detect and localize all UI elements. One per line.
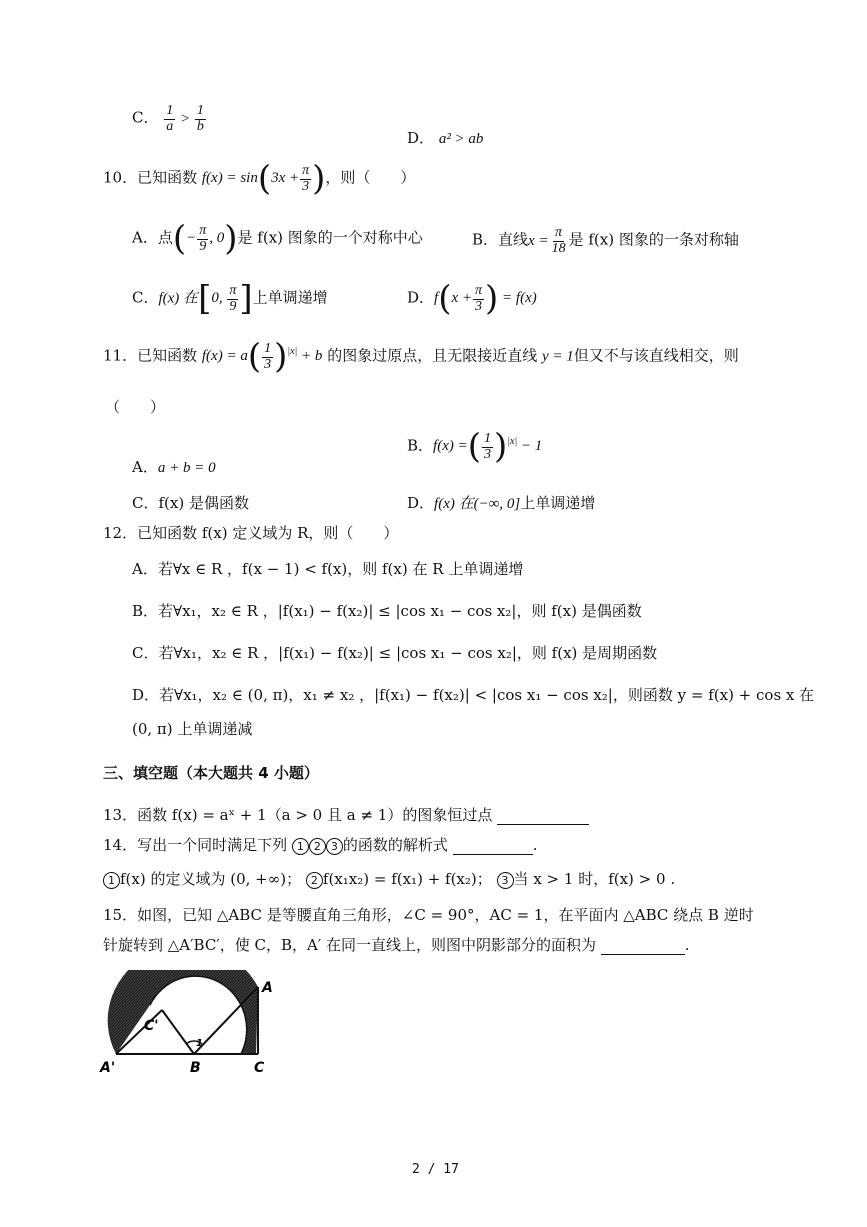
answer-blank[interactable]: [453, 838, 533, 855]
func-lhs: f(x) = a: [201, 348, 248, 365]
q10-option-c: C．f(x) 在[0, $\frac{\pi}{9}$ ]上单调递增: [132, 279, 328, 319]
b-lhs: f(x) =: [433, 438, 468, 455]
question-number: 15．: [103, 906, 138, 924]
option-label: B．直线: [472, 230, 529, 249]
q14-conditions: [103, 868, 675, 889]
q12-option-b: [132, 600, 642, 621]
b-lhs: x =: [528, 232, 549, 249]
option-text: 上单调递增: [252, 288, 328, 307]
condition-1: f(x) 的定义域为 (0, +∞)；: [120, 870, 302, 888]
option-text: ∀x ∈ R ，f(x − 1) < f(x)，则 f(x) 在 R 上单调递增: [172, 560, 524, 578]
q9-option-c: [132, 104, 207, 134]
question-number: 12．: [103, 524, 138, 542]
option-label: C．若: [132, 644, 174, 662]
option-label: C．: [132, 288, 159, 307]
q11-function: f(x) = a( $\frac{1}{3}$ )$^{|x|}$ + b: [201, 337, 323, 377]
option-text: f(x) 在: [434, 496, 474, 512]
option-label: C．: [132, 494, 159, 512]
circle-number: 2: [309, 838, 326, 855]
q11-stem: [103, 337, 739, 377]
option-label: D．若: [132, 686, 175, 704]
q11-option-a: [132, 456, 216, 477]
stem-text: 如图，已知 △ABC 是等腰直角三角形，∠C = 90°，AC = 1，在平面内 △ABC 绕点 B 逆时: [137, 906, 754, 924]
q11-option-d: [407, 492, 595, 513]
stem-text: 写出一个同时满足下列: [137, 836, 288, 854]
q12-option-c: [132, 642, 657, 663]
option-label: D．: [407, 129, 435, 147]
angle-label: 1: [196, 1038, 203, 1049]
q9-option-d: [407, 127, 483, 148]
option-label: B．: [407, 436, 434, 455]
func-lhs: f(x) = sin: [201, 170, 258, 187]
page-number: 2 / 17: [412, 1162, 459, 1177]
q10-stem: [103, 159, 416, 199]
q10-option-b: B．直线x = $\frac{\pi}{18}$ 是 f(x) 图象的一条对称轴: [472, 225, 739, 256]
option-label: A．若: [132, 560, 173, 578]
circle-number: 2: [306, 872, 323, 889]
circle-number: 3: [326, 838, 343, 855]
d-expr-b: x +: [451, 290, 472, 307]
option-label: B．若: [132, 602, 174, 620]
d-expr-a: f: [434, 290, 439, 307]
stem-text: ，则（ ）: [325, 168, 416, 187]
stem-text: 的图象过原点，且无限接近直线: [327, 346, 538, 365]
condition-3: 当 x > 1 时，f(x) > 0 .: [513, 870, 676, 888]
q12-option-d-cont: (0, π) 上单调递减: [132, 720, 253, 738]
answer-blank[interactable]: [601, 938, 685, 955]
q9-d-expr: a² > ab: [438, 131, 484, 147]
section-title: 三、填空题（本大题共 4 小题）: [103, 764, 319, 782]
q10-option-a: A．点(− $\frac{\pi}{9}$ , 0)是 f(x) 图象的一个对称中心: [132, 219, 423, 259]
option-interval: (−∞, 0]: [473, 496, 521, 512]
q12-option-d: [132, 684, 814, 705]
question-number: 11．: [103, 346, 138, 365]
option-text: f(x) 是偶函数: [158, 494, 249, 512]
label-b: B: [190, 1060, 201, 1076]
option-label: D．: [407, 494, 435, 512]
stem-text: 已知函数: [137, 346, 198, 365]
q11-option-c: [132, 492, 249, 513]
point-end: , 0: [209, 230, 225, 247]
option-label: C．: [132, 108, 159, 127]
q10-function: f(x) = sin(3x + $\frac{\pi}{3}$ ): [201, 159, 326, 199]
q15-line1: [103, 904, 754, 925]
stem-text: 但又不与该直线相交，则: [573, 346, 739, 365]
circle-number: 1: [292, 838, 309, 855]
end-punct: .: [532, 836, 538, 854]
q12-option-a: [132, 558, 523, 579]
option-text: 是 f(x) 图象的一个对称中心: [237, 228, 423, 247]
q12-stem: [103, 522, 398, 543]
option-label: A．点: [132, 228, 173, 247]
b-rhs: − 1: [520, 438, 543, 455]
q11-stem-cont: （ ）: [105, 398, 166, 416]
question-number: 10．: [103, 168, 138, 187]
option-text: ∀x₁，x₂ ∈ R ，|f(x₁) − f(x₂)| ≤ |cos x₁ − cos x₂|，则 f(x) 是偶函数: [173, 602, 642, 620]
func-rhs: + b: [301, 348, 323, 365]
q15-figure: [98, 970, 288, 1080]
c-fx: f(x) 在: [158, 290, 199, 307]
question-number: 13．: [103, 806, 138, 824]
label-a-prime: A': [100, 1060, 116, 1076]
stem-text: 针旋转到 △A′BC′，使 C，B，A′ 在同一直线上，则图中阴影部分的面积为: [103, 936, 597, 954]
option-text: ∀x₁，x₂ ∈ R ，|f(x₁) − f(x₂)| ≤ |cos x₁ − cos x₂|，则 f(x) 是周期函数: [173, 644, 658, 662]
end-punct: .: [684, 936, 690, 954]
func-inner: 3x +: [271, 170, 300, 187]
circle-number: 1: [103, 872, 120, 889]
d-expr-c: = f(x): [502, 290, 537, 307]
label-c-prime: C': [144, 1018, 159, 1034]
option-text: 是 f(x) 图象的一条对称轴: [568, 230, 739, 249]
option-label: A．: [132, 458, 158, 476]
line-expr: y = 1: [542, 348, 574, 365]
option-text: 上单调递增: [520, 494, 596, 512]
option-text: ∀x₁，x₂ ∈ (0, π)，x₁ ≠ x₂ ，|f(x₁) − f(x₂)| < |cos x₁ − cos x₂|，则函数 y = f(x) + cos x 在: [174, 686, 815, 704]
label-a: A: [262, 980, 273, 996]
q11-option-b: B．f(x) =( $\frac{1}{3}$ )$^{|x|}$ − 1: [407, 427, 543, 467]
answer-blank[interactable]: [497, 808, 589, 825]
segment-c-prime-b: [162, 1010, 194, 1054]
stem-text: 已知函数: [137, 168, 198, 187]
stem-text: 函数 f(x) = aˣ + 1（a > 0 且 a ≠ 1）的图象恒过点: [137, 806, 493, 824]
q14: [103, 834, 537, 855]
circle-number: 3: [497, 872, 514, 889]
stem-text: 已知函数 f(x) 定义域为 R，则（ ）: [137, 524, 399, 542]
label-c: C: [254, 1060, 265, 1076]
q9-c-expr: $\frac{1}{a}$ > $\frac{1}{b}$: [166, 103, 204, 134]
option-label: D．: [407, 288, 435, 307]
question-number: 14．: [103, 836, 138, 854]
q13: [103, 804, 589, 825]
q15-line2: [103, 934, 690, 955]
q10-option-d: D．f(x + $\frac{\pi}{3}$ ) = f(x): [407, 279, 537, 319]
stem-text: 的函数的解析式: [342, 836, 448, 854]
condition-2: f(x₁x₂) = f(x₁) + f(x₂)；: [322, 870, 492, 888]
option-expr: a + b = 0: [157, 460, 216, 476]
